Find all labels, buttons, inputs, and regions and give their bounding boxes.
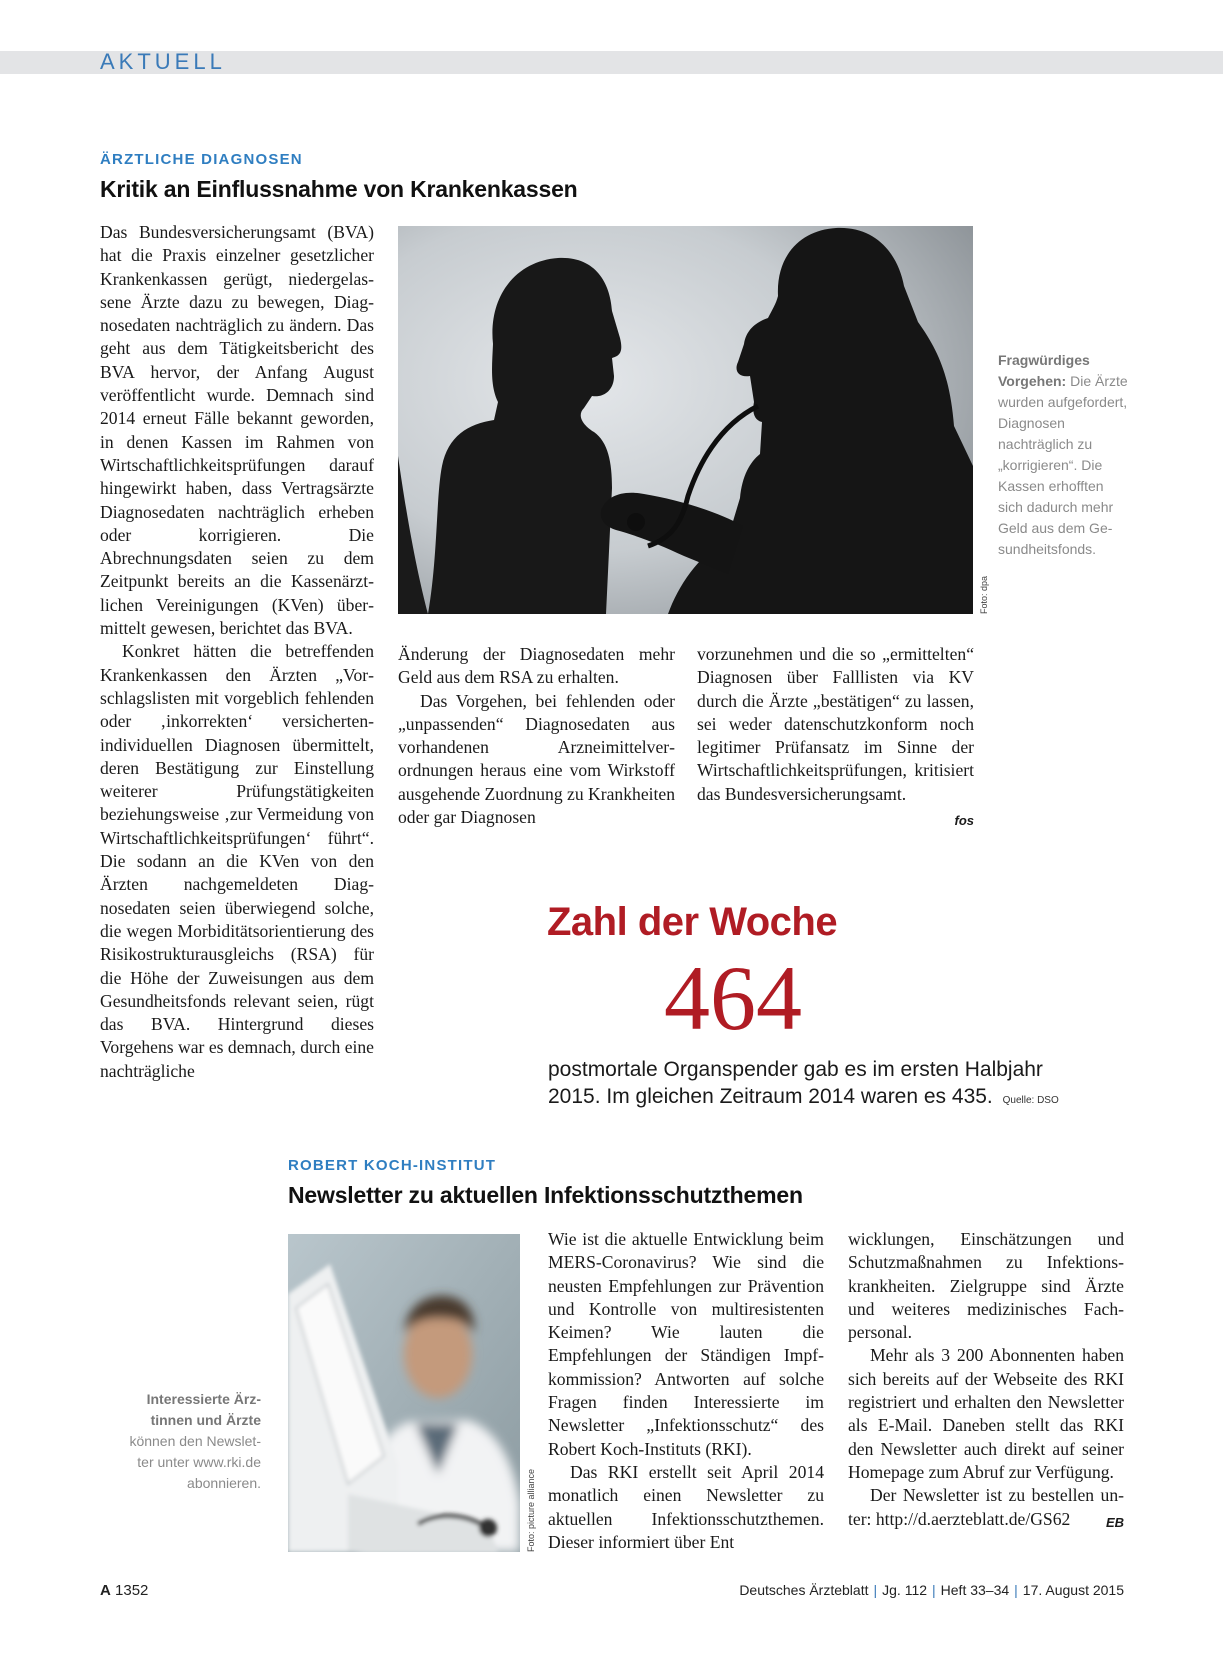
article2-col2-paragraph-3-text: Der Newsletter ist zu bestellen unter: http://d.aerzteblatt.de/GS62 <box>848 1485 1124 1529</box>
article1-column-3 <box>697 643 974 832</box>
page-prefix: A <box>100 1582 111 1599</box>
journal-date: 17. August 2015 <box>1022 1582 1124 1598</box>
article2-caption-lead: Interessierte Ärztinnen und Ärzte <box>146 1391 261 1428</box>
section-label: AKTUELL <box>100 49 226 74</box>
journal-issue: Heft 33–34 <box>940 1582 1010 1598</box>
page-number-value: 1352 <box>115 1582 149 1599</box>
zahl-der-woche-title: Zahl der Woche <box>547 900 838 944</box>
article1-caption-text: Die Ärzte wurden aufgefordert, Diagnosen nachträglich zu „korrigieren“. Die Kassen erhofften sich dadurch mehr Geld aus dem Gesundheitsfonds. <box>998 373 1128 557</box>
article1-col1-paragraph-2: Konkret hätten die betreffenden Krankenkassen den Ärzten „Vorschlagslisten mit vorgeblich fehlenden oder ‚inkorrekten‘ versichertenindividuellen Diagnosen übermittelt, deren Bestätigung zur Einstellung weiterer Prüfungstätigkeiten beziehungsweise ‚zur Vermeidung von Wirtschaftlichkeitsprüfungen‘ führt“. Die sodann an die KVen von den Ärzten nachgemeldeten Diagnosedaten seien überwiegend solche, die wegen Morbiditätsorientierung des Risikostrukturausgleichs (RSA) für die Höhe der Zuweisungen aus dem Gesundheitsfonds relevant seien, rügt das BVA. Hintergrund dieses Vorgehens war es demnach, durch eine nachträgliche <box>100 641 374 1081</box>
doctor-patient-photo <box>398 226 973 614</box>
article2-column-2 <box>848 1228 1124 1534</box>
journal-volume: Jg. 112 <box>882 1582 928 1598</box>
article1-column-1 <box>100 221 374 1083</box>
article2-col2-paragraph-2: Mehr als 3 200 Abonnenten haben sich bereits auf der Webseite des RKI registriert und erhalten den Newsletter als E-Mail. Daneben stellt das RKI den Newsletter auch direkt auf seiner Homepage zum Abruf zur Verfügung. <box>848 1345 1124 1482</box>
article2-col1-paragraph-2: Das RKI erstellt seit April 2014 monatlich einen Newsletter zu aktuellen Infektionsschutzthemen. Dieser informiert über Ent <box>548 1461 824 1552</box>
article2-photo-credit: Foto: picture alliance <box>526 1468 536 1552</box>
zahl-der-woche-number: 464 <box>664 947 802 1049</box>
article1-col1-paragraph-1: Das Bundesversicherungsamt (BVA) hat die Praxis einzelner gesetzlicher Krankenkassen gerügt, niedergelassene Ärzte dazu zu bewegen, Diagnosedaten nachträglich zu ändern. Das geht aus dem Tätigkeitsbericht des BVA hervor, der Anfang August veröffentlicht wurde. Demnach sind 2014 erneut Fälle bekannt geworden, in denen Kassen im Rahmen von Wirtschaftlichkeitsprüfungen darauf hingewirkt haben, dass Vertragsärzte Diagnosedaten nachträglich erheben oder korrigieren. Die Abrechnungsdaten seien zu dem Zeitpunkt bereits an die Kassenärztlichen Vereinigungen (KVen) übermittelt gewesen, berichtet das BVA. <box>100 222 374 639</box>
article2-column-1 <box>548 1228 824 1554</box>
article1-headline: Kritik an Einflussnahme von Krankenkassen <box>100 176 578 202</box>
article1-column-2 <box>398 643 675 829</box>
article2-caption <box>118 1389 261 1494</box>
article2-kicker: ROBERT KOCH-INSTITUT <box>288 1157 497 1174</box>
article2-col2-paragraph-3 <box>848 1484 1124 1531</box>
zahl-der-woche-source: Quelle: DSO <box>1002 1095 1059 1106</box>
article1-col2-paragraph-2: Das Vorgehen, bei fehlenden oder „unpassenden“ Diagnosedaten aus vorhandenen Arzneimittelverordnungen heraus eine vom Wirkstoff ausgehende Zuordnung zu Krankheiten oder gar Diagnosen <box>398 690 676 828</box>
article1-photo-credit: Foto: dpa <box>979 575 989 614</box>
article2-caption-text: können den Newsletter unter www.rki.de abonnieren. <box>129 1433 261 1491</box>
article1-caption-lead: Fragwürdiges Vorgehen: <box>998 352 1090 389</box>
doctor-monitor-photo <box>288 1234 520 1552</box>
article2-col2-paragraph-1: wicklungen, Einschätzungen und Schutzmaßnahmen zu Infektionskrankheiten. Zielgruppe sind Ärzte und weiteres medizinisches Fachpersonal. <box>848 1229 1124 1343</box>
article1-col3-paragraph-1: vorzunehmen und die so „ermittelten“ Diagnosen über Falllisten via KV durch die Ärzte „bestätigen“ zu lassen, sei weder datenschutzkonform noch legitimer Prüfansatz im Sinne der Wirtschaftlichkeitsprüfungen, kritisiert das Bundesversicherungsamt. <box>697 644 974 804</box>
article1-caption <box>998 350 1128 560</box>
article1-kicker: ÄRZTLICHE DIAGNOSEN <box>100 151 303 168</box>
article2-headline: Newsletter zu aktuellen Infektionsschutzthemen <box>288 1182 803 1208</box>
article1-col2-paragraph-1: Änderung der Diagnosedaten mehr Geld aus dem RSA zu erhalten. <box>398 644 675 688</box>
article1-signature: fos <box>954 813 974 829</box>
zahl-der-woche-description: postmortale Organspender gab es im ersten Halbjahr 2015. Im gleichen Zeitraum 2014 waren es 435. <box>548 1058 1043 1108</box>
page-number <box>100 1582 148 1599</box>
zahl-der-woche-text <box>548 1056 1078 1114</box>
journal-name: Deutsches Ärzteblatt <box>739 1582 869 1598</box>
article2-col1-paragraph-1: Wie ist die aktuelle Entwicklung beim MERS-Coronavirus? Wie sind die neusten Empfehlungen zur Prävention und Kontrolle von multiresistenten Keimen? Wie lauten die Empfehlungen der Ständigen Impfkommission? Antworten auf solche Fragen finden Interessierte im Newsletter „Infektionsschutz“ des Robert Koch-Instituts (RKI). <box>548 1229 824 1459</box>
article2-signature: EB <box>1105 1514 1124 1530</box>
journal-info: Deutsches Ärzteblatt | Jg. 112 | Heft 33–34 | 17. August 2015 <box>739 1582 1124 1598</box>
